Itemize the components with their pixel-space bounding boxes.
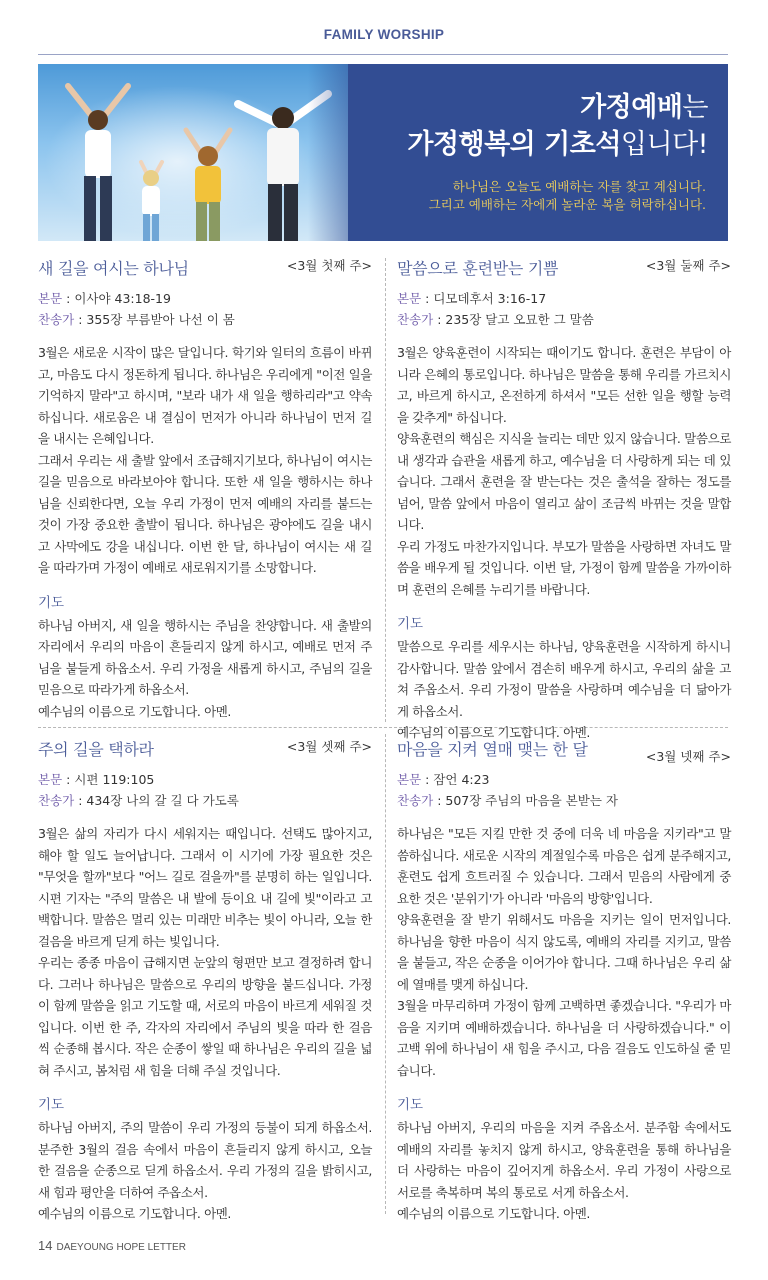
week-date: <3월 첫째 주> xyxy=(286,258,372,273)
week-title: 말씀으로 훈련받는 기쁨 xyxy=(397,259,559,278)
hymn-label: 찬송가 xyxy=(397,793,434,808)
banner-title xyxy=(407,89,708,163)
scripture-label: 본문 xyxy=(38,291,63,306)
banner-title-line1-bold: 가정예배 xyxy=(580,92,683,123)
hymn-label: 찬송가 xyxy=(397,312,434,327)
body-paragraph: 3월은 삶의 자리가 다시 세워지는 때입니다. 선택도 많아지고, 해야 할 일도 늘어납니다. 그래서 이 시기에 가장 필요한 것은 "무엇을 할까"보다 "어느 길로 걸을까"를 분명히 하는 일입니다. 시편 기자는 "주의 말씀은 내 발에 등이요 내 길에 빛"이라고 고백합니다. 말씀은 멀리 있는 미래만 비추는 빛이 아니라, 오늘 한 걸음을 바르게 딛게 하는 빛입니다. xyxy=(38,826,372,949)
body-paragraph: 양육훈련의 핵심은 지식을 늘리는 데만 있지 않습니다. 말씀으로 내 생각과 습관을 새롭게 하고, 예수님을 더 사랑하게 되는 데 있습니다. 그래서 훈련을 잘 받는다는 것은 출석을 잘하는 정도를 넘어, 말씀 앞에서 마음이 열리고 삶이 조금씩 바뀌는 것을 말합니다. xyxy=(397,431,731,532)
scripture-line xyxy=(38,769,372,790)
devotion-body xyxy=(38,342,372,579)
body-paragraph: 우리 가정도 마찬가지입니다. 부모가 말씀을 사랑하면 자녀도 말씀을 배우게 될 것입니다. 이번 달, 가정이 함께 말씀을 가까이하며 훈련의 은혜를 누리기를 바랍니다. xyxy=(397,538,731,597)
scripture-line xyxy=(397,769,731,790)
scripture-reference: : 이사야 43:18-19 xyxy=(62,291,171,306)
hymn-line xyxy=(397,309,731,330)
header-rule xyxy=(38,54,728,55)
week-date: <3월 셋째 주> xyxy=(286,739,372,754)
banner-subtitle-line1: 하나님은 오늘도 예배하는 자를 찾고 계십니다. xyxy=(452,179,706,194)
prayer-closing: 예수님의 이름으로 기도합니다. 아멘. xyxy=(397,1206,590,1221)
week-4-devotion xyxy=(397,737,731,1225)
hymn-reference: : 434장 나의 갈 길 다 가도록 xyxy=(74,793,239,808)
prayer-body xyxy=(38,1117,372,1225)
banner-fade xyxy=(308,64,388,241)
scripture-label: 본문 xyxy=(397,291,422,306)
publication-name: DAEYOUNG HOPE LETTER xyxy=(56,1242,186,1253)
hymn-reference: : 507장 주님의 마음을 본받는 자 xyxy=(433,793,618,808)
boy-figure xyxy=(186,130,230,241)
week-date: <3월 넷째 주> xyxy=(645,749,731,764)
prayer-paragraph: 하나님 아버지, 우리의 마음을 지켜 주옵소서. 분주함 속에서도 예배의 자리를 놓치지 않게 하시고, 양육훈련을 통해 하나님을 더 사랑하는 마음이 깊어지게 하옵소서. 우리 가정이 사랑으로 서로를 축복하며 복의 통로로 서게 하옵소서. xyxy=(397,1120,731,1200)
scripture-label: 본문 xyxy=(397,772,422,787)
week-title: 마음을 지켜 열매 맺는 한 달 xyxy=(397,740,588,759)
week-2-devotion xyxy=(397,256,731,744)
week-3-devotion xyxy=(38,737,372,1225)
devotion-body xyxy=(38,823,372,1081)
week-title: 새 길을 여시는 하나님 xyxy=(38,259,189,278)
body-paragraph: 그래서 우리는 새 출발 앞에서 조급해지기보다, 하나님이 여시는 길을 믿음으로 바라보아야 합니다. 또한 새 일을 행하시는 하나님을 신뢰한다면, 오늘 우리 가정이 먼저 예배의 자리를 붙드는 것이 가장 중요한 출발이 됩니다. 하나님은 광야에도 길을 내시고 사막에도 강을 내십니다. 이번 한 달, 하나님이 여시는 새 길을 따라가며 가정이 예배로 새로워지기를 소망합니다. xyxy=(38,452,372,575)
body-paragraph: 우리는 종종 마음이 급해지면 눈앞의 형편만 보고 결정하려 합니다. 그러나 하나님은 말씀으로 우리의 방향을 붙드십니다. 가정이 함께 말씀을 읽고 기도할 때, 서로의 마음이 바르게 세워질 것입니다. 이번 한 주, 각자의 자리에서 주님의 빛을 따라 한 걸음씩 순종해 봅시다. 작은 순종이 쌓일 때 하나님은 우리의 길을 넓혀 주시고, 봄처럼 새 힘을 더해 주실 것입니다. xyxy=(38,955,372,1078)
family-silhouettes xyxy=(38,64,348,241)
hymn-reference: : 235장 달고 오묘한 그 말씀 xyxy=(433,312,594,327)
prayer-body xyxy=(397,636,731,744)
banner-title-line2-bold: 가정행복의 기초석 xyxy=(407,129,621,160)
prayer-paragraph: 하나님 아버지, 주의 말씀이 우리 가정의 등불이 되게 하옵소서. 분주한 3월의 걸음 속에서 마음이 흔들리지 않게 하시고, 오늘 한 걸음을 순종으로 딛게 하옵소서. 우리 가정의 길을 밝히시고, 새 힘과 평안을 더하여 주옵소서. xyxy=(38,1120,372,1200)
week-title: 주의 길을 택하라 xyxy=(38,740,154,759)
scripture-line xyxy=(397,288,731,309)
body-paragraph: 3월은 양육훈련이 시작되는 때이기도 합니다. 훈련은 부담이 아니라 은혜의 통로입니다. 하나님은 말씀을 통해 우리를 가르치시고, 바르게 하시고, 온전하게 하셔서 "모든 선한 일을 행할 능력을 갖추게" 하십니다. xyxy=(397,345,731,425)
hymn-label: 찬송가 xyxy=(38,312,75,327)
section-label: FAMILY WORSHIP xyxy=(323,27,445,42)
prayer-label: 기도 xyxy=(397,1097,424,1113)
scripture-reference: : 잠언 4:23 xyxy=(421,772,490,787)
devotion-body xyxy=(397,342,731,600)
week-1-devotion xyxy=(38,256,372,722)
prayer-label: 기도 xyxy=(397,616,424,632)
prayer-paragraph: 말씀으로 우리를 세우시는 하나님, 양육훈련을 시작하게 하시니 감사합니다. 말씀 앞에서 겸손히 배우게 하시고, 우리의 삶을 고쳐 주옵소서. 우리 가정이 말씀을 사랑하며 예수님을 더 닮아가게 하옵소서. xyxy=(397,639,731,719)
prayer-closing: 예수님의 이름으로 기도합니다. 아멘. xyxy=(38,703,231,719)
prayer-body xyxy=(397,1117,731,1225)
prayer-body xyxy=(38,615,372,723)
prayer-label: 기도 xyxy=(38,594,65,611)
banner xyxy=(38,64,728,241)
banner-subtitle-line2: 그리고 예배하는 자에게 놀라운 복을 허락하십니다. xyxy=(428,197,706,212)
hymn-line xyxy=(38,790,372,811)
week-date: <3월 둘째 주> xyxy=(645,258,731,273)
hymn-line xyxy=(38,309,372,330)
woman-figure xyxy=(68,86,128,241)
banner-title-line2-rest: 입니다! xyxy=(620,129,708,160)
hymn-label: 찬송가 xyxy=(38,793,75,808)
prayer-paragraph: 하나님 아버지, 새 일을 행하시는 주님을 찬양합니다. 새 출발의 자리에서 우리의 마음이 흔들리지 않게 하시고, 예배로 먼저 주님을 붙들게 하옵소서. 우리 가정을 새롭게 하시고, 주님의 길을 믿음으로 따라가게 하옵소서. xyxy=(38,617,372,697)
body-paragraph: 3월은 새로운 시작이 많은 달입니다. 학기와 일터의 흐름이 바뀌고, 마음도 다시 정돈하게 됩니다. 하나님은 우리에게 "이전 일을 기억하지 말라"고 하시며, "보라 내가 새 일을 행하리라"고 약속하십니다. 새로움은 내 결심이 먼저가 아니라 하나님이 먼저 길을 내시는 은혜입니다. xyxy=(38,345,372,446)
page-footer xyxy=(38,1238,186,1253)
prayer-label: 기도 xyxy=(38,1097,65,1113)
scripture-line xyxy=(38,288,372,309)
body-paragraph: 3월을 마무리하며 가정이 함께 고백하면 좋겠습니다. "우리가 마음을 지키며 예배하겠습니다. 하나님을 더 사랑하겠습니다." 이 고백 위에 하나님이 새 힘을 주시고, 다음 걸음도 인도하실 줄 믿습니다. xyxy=(397,998,731,1078)
devotion-body xyxy=(397,823,731,1081)
scripture-reference: : 시편 119:105 xyxy=(62,772,155,787)
child-figure xyxy=(141,162,162,241)
body-paragraph: 양육훈련을 잘 받기 위해서도 마음을 지키는 일이 먼저입니다. 하나님을 향한 마음이 식지 않도록, 예배의 자리를 지키고, 말씀을 붙들고, 작은 순종을 이어가야 합니다. 그때 하나님은 우리 삶에 열매를 맺게 하십니다. xyxy=(397,912,731,992)
scripture-reference: : 디모데후서 3:16-17 xyxy=(421,291,547,306)
family-photo xyxy=(38,64,348,241)
column-divider-top xyxy=(385,258,386,722)
banner-title-line1-rest: 는 xyxy=(682,92,708,123)
hymn-line xyxy=(397,790,731,811)
prayer-closing: 예수님의 이름으로 기도합니다. 아멘. xyxy=(397,725,590,740)
prayer-closing: 예수님의 이름으로 기도합니다. 아멘. xyxy=(38,1206,231,1221)
banner-subtitle xyxy=(429,178,706,214)
scripture-label: 본문 xyxy=(38,772,63,787)
page-number: 14 xyxy=(38,1238,53,1253)
column-divider-bottom xyxy=(385,734,386,1214)
body-paragraph: 하나님은 "모든 지킬 만한 것 중에 더욱 네 마음을 지키라"고 말씀하십니다. 새로운 시작의 계절일수록 마음은 쉽게 분주해지고, 훈련도 쉽게 흐트러질 수 있습니다. 그래서 믿음의 사람에게 중요한 것은 '분위기'가 아니라 '마음의 방향'입니다. xyxy=(397,826,731,906)
hymn-reference: : 355장 부름받아 나선 이 몸 xyxy=(74,312,235,327)
